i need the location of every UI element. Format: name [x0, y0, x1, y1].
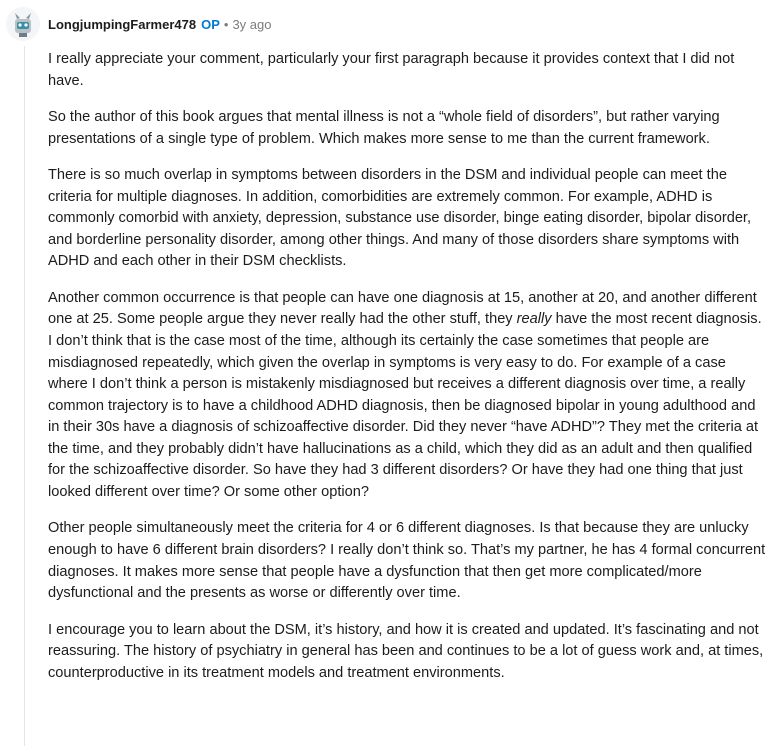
comment-header: [6, 6, 271, 42]
paragraph-4-end: have the most recent diagnosis. I don’t think that is the case most of the time, although its certainly the case sometimes that people are misdiagnosed repeatedly, which given the overlap in symptoms is very easy to do. For example of a case where I don’t think a person is mistakenly misdiagnosed but receives a different diagnosis over time, a really common trajectory is to have a childhood ADHD diagnosis, then be diagnosed bipolar in young adulthood and in their 30s have a diagnosis of schizoaffective disorder. Did they never “have ADHD”? They met the criteria at the time, and they probably didn’t have hallucinations as a child, which they did as an adult and then qualified for the schizoaffective disorder. So have they had 3 different disorders? Or have they had one thing that just looked different over time? Or some other option?: [48, 311, 762, 501]
snoo-avatar-icon: [8, 9, 38, 39]
meta-separator: •: [223, 16, 229, 32]
paragraph-4: [48, 288, 768, 504]
paragraph-2: So the author of this book argues that mental illness is not a “whole field of disorders”, but rather varying presentations of a single type of problem. Which makes more sense to me than the current framework.: [48, 108, 720, 147]
paragraph-5: Other people simultaneously meet the criteria for 4 or 6 different diagnoses. Is that because they are unlucky enough to have 6 different brain disorders? I really don’t think so. That’s my partner, he has 4 formal concurrent diagnoses. It makes more sense that people have a dysfunction that then get more complicated/more dysfunctional and the presents as worse or differently over time.: [48, 520, 766, 602]
comment-body: [48, 49, 768, 699]
paragraph-3: There is so much overlap in symptoms between disorders in the DSM and individual people can meet the criteria for multiple diagnoses. In addition, comorbidities are extremely common. For example, ADHD is commonly comorbid with anxiety, depression, substance use disorder, binge eating disorder, bipolar disorder, and borderline personality disorder, among other things. And many of those disorders share symptoms with ADHD and each other in their DSM checklists.: [48, 166, 752, 270]
timestamp[interactable]: 3y ago: [232, 16, 272, 32]
paragraph-6: I encourage you to learn about the DSM, it’s history, and how it is created and updated. It’s fascinating and not reassuring. The history of psychiatry in general has been and continues to be a lot of guess work and, at times, counterproductive in its treatment models and treatment environments.: [48, 621, 764, 681]
op-badge: OP: [201, 16, 220, 32]
paragraph-1: I really appreciate your comment, particularly your first paragraph because it provides context that I did not have.: [48, 51, 735, 89]
emphasis-really: really: [516, 311, 552, 328]
username-link[interactable]: LongjumpingFarmer478: [48, 16, 197, 32]
comment-meta: [48, 17, 271, 32]
avatar[interactable]: [6, 7, 40, 41]
thread-line[interactable]: [24, 46, 25, 746]
paragraph-4-start: Another common occurrence is that people can have one diagnosis at 15, another at 20, and another different one at 25. Some people argue they never really had the other stuff, they: [48, 289, 757, 328]
